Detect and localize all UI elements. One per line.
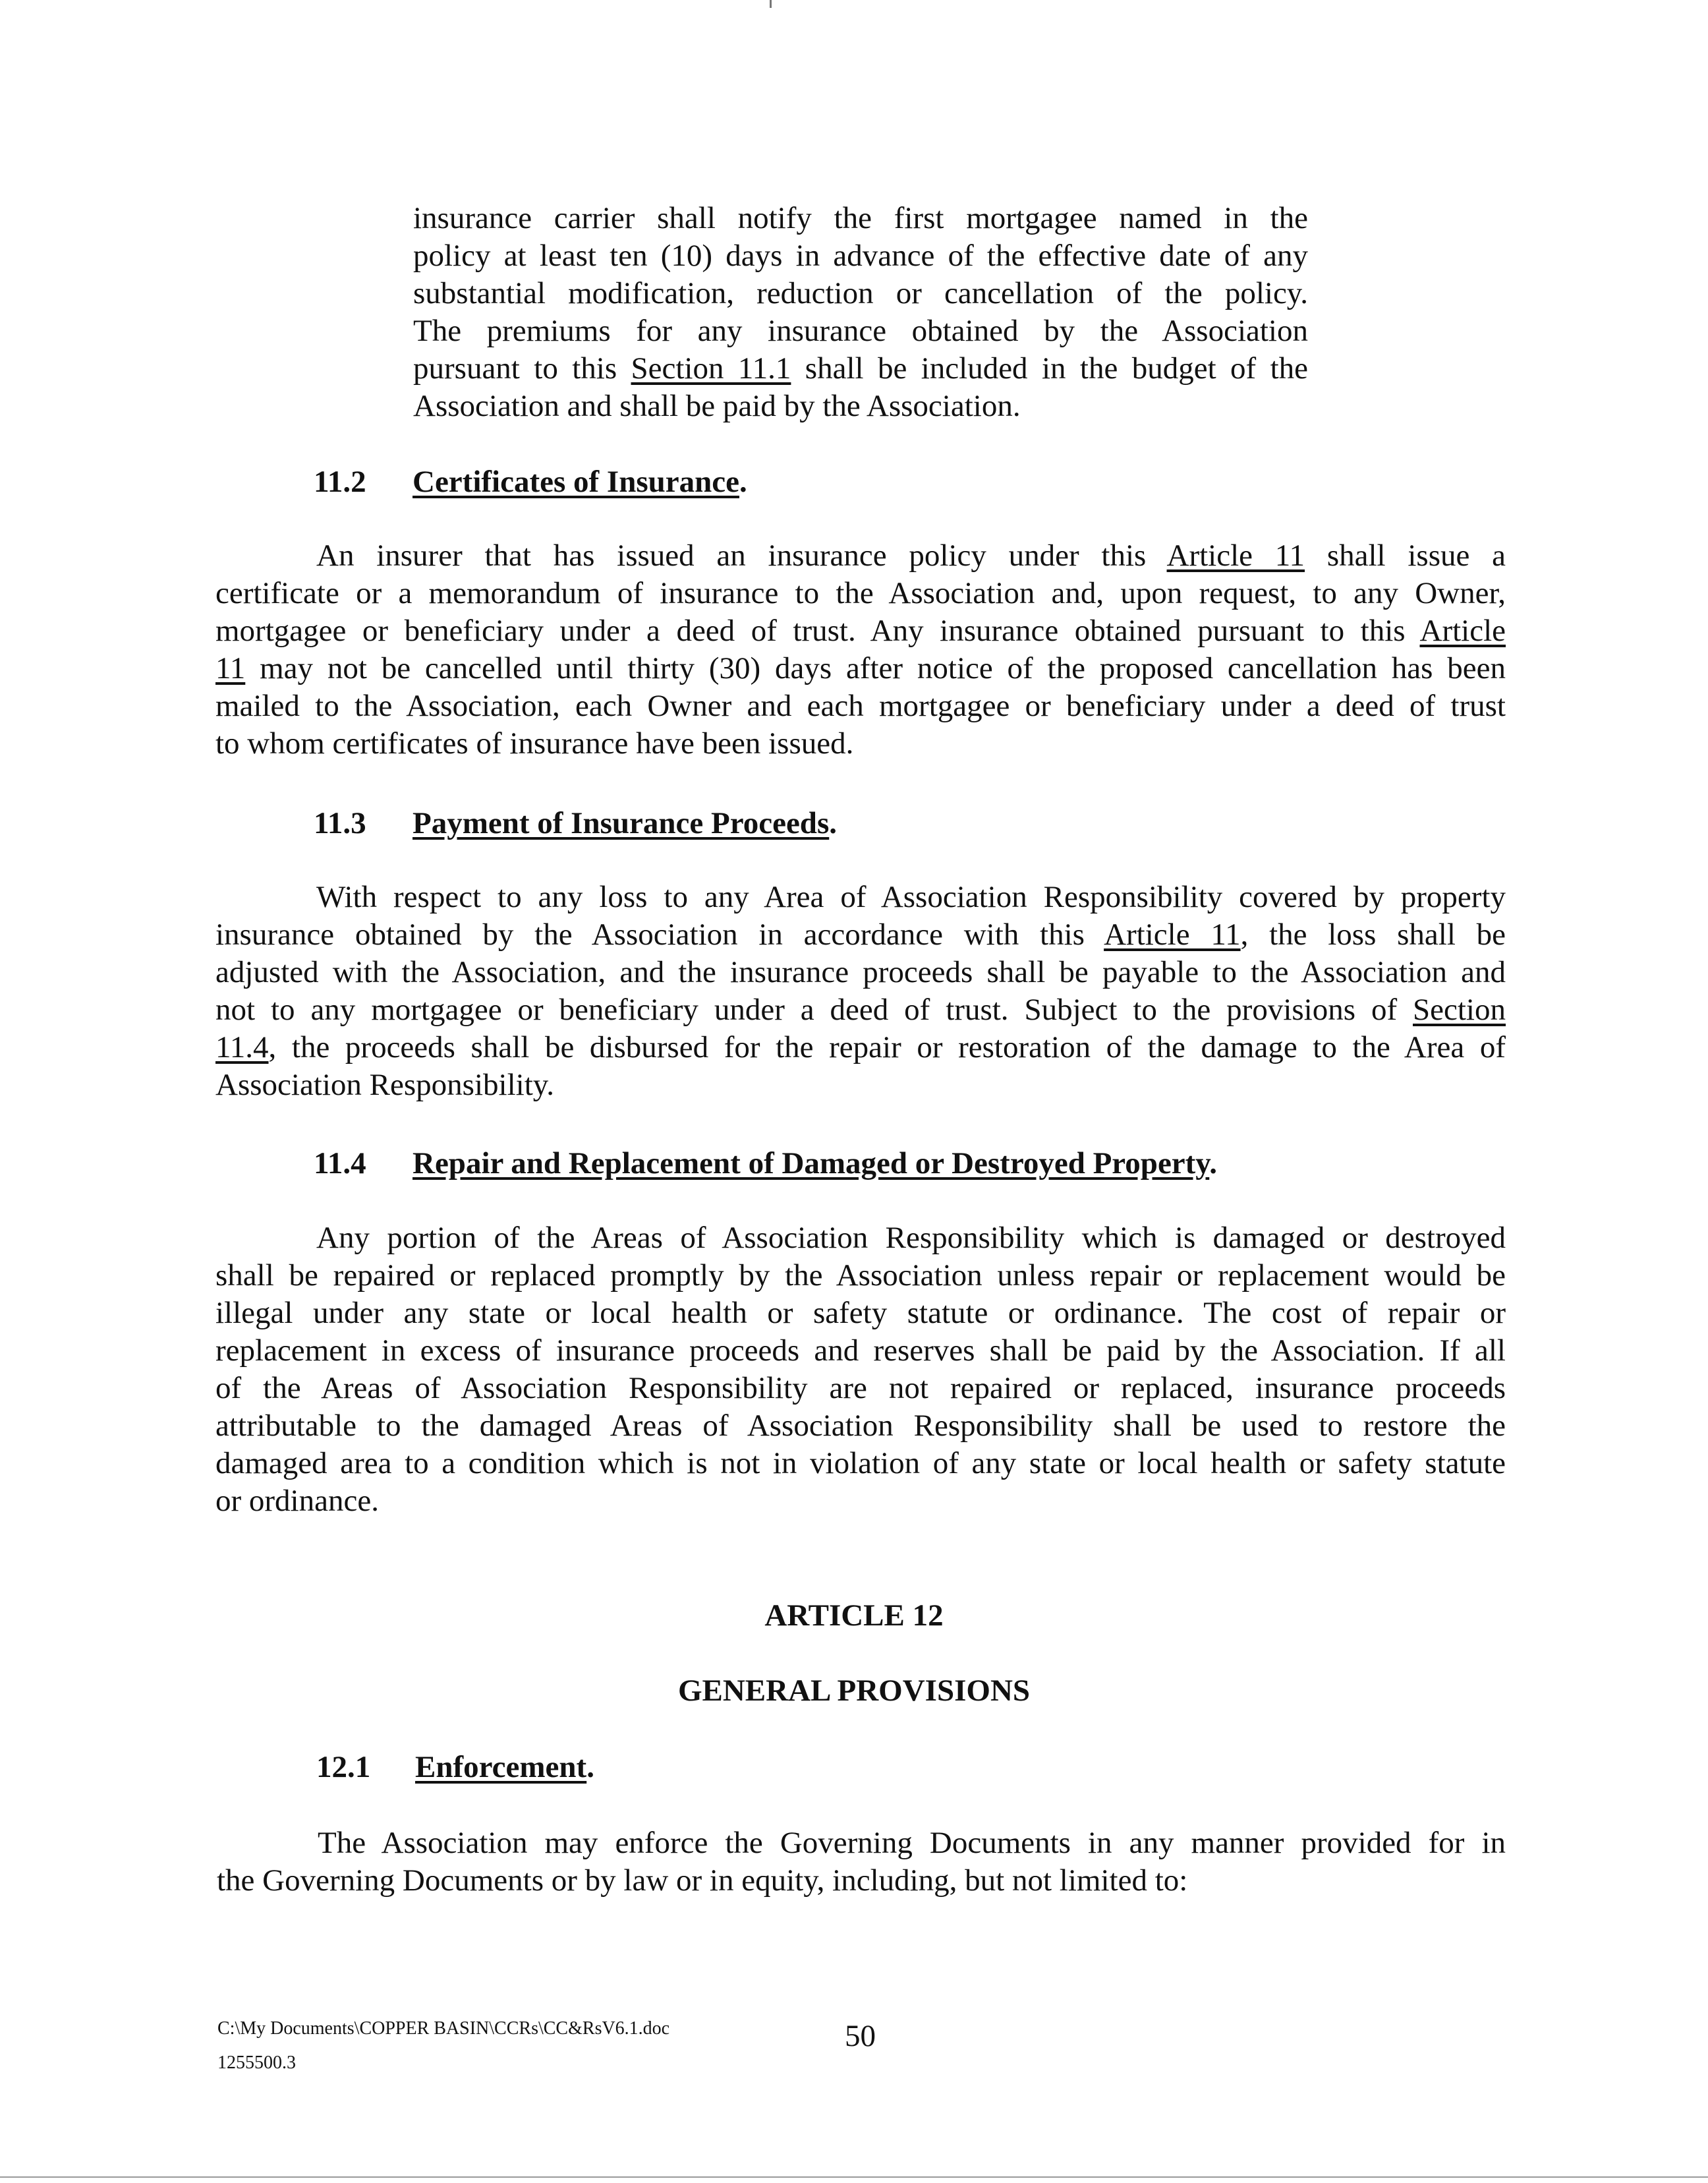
section-heading-11-4: 11.4 Repair and Replacement of Damaged or Destroyed Property. — [314, 1146, 1217, 1180]
section-reference-link: 11.4 — [215, 1030, 269, 1064]
section-reference-link: Section — [1413, 993, 1506, 1027]
footer-file-path: C:\My Documents\COPPER BASIN\CCRs\CC&RsV6.1.doc — [217, 2018, 670, 2039]
text-line: or ordinance. — [215, 1484, 379, 1518]
text-line: not to any mortgagee or beneficiary under a deed of trust. Subject to the provisions of Section — [215, 993, 1506, 1027]
text-line: certificate or a memorandum of insurance to the Association and, upon request, to any Owner, — [215, 576, 1506, 610]
text-line: The premiums for any insurance obtained by the Association — [413, 314, 1308, 348]
article-reference-link: Article 11 — [1104, 917, 1241, 952]
text-line: Association and shall be paid by the Association. — [413, 389, 1021, 423]
text-line: policy at least ten (10) days in advance of the effective date of any — [413, 239, 1308, 273]
text-line: Association Responsibility. — [215, 1068, 554, 1102]
section-reference-link: Section 11.1 — [631, 351, 791, 386]
section-title: Enforcement — [415, 1750, 587, 1784]
section-heading-11-2: 11.2 Certificates of Insurance. — [314, 465, 747, 499]
section-title: Repair and Replacement of Damaged or Destroyed Property — [413, 1146, 1210, 1180]
section-number: 12.1 — [316, 1750, 371, 1784]
text-line: mortgagee or beneficiary under a deed of trust. Any insurance obtained pursuant to this Article — [215, 614, 1506, 648]
text-line: shall be repaired or replaced promptly by the Association unless repair or replacement would be — [215, 1258, 1506, 1293]
text-line: 11.4, the proceeds shall be disbursed for the repair or restoration of the damage to the Area of — [215, 1030, 1506, 1064]
text-line: of the Areas of Association Responsibility are not repaired or replaced, insurance proceeds — [215, 1371, 1506, 1405]
section-11-2-body — [215, 537, 1506, 763]
text-line: Any portion of the Areas of Association Responsibility which is damaged or destroyed — [316, 1221, 1506, 1255]
section-12-1-body — [217, 1824, 1506, 1900]
text-line: insurance carrier shall notify the first mortgagee named in the — [413, 201, 1308, 235]
article-heading: ARTICLE 12 — [764, 1598, 944, 1633]
article-subheading: GENERAL PROVISIONS — [677, 1674, 1031, 1708]
footer-document-id: 1255500.3 — [217, 2052, 296, 2073]
text-line: illegal under any state or local health or safety statute or ordinance. The cost of repair or — [215, 1296, 1506, 1330]
text-line: 11 may not be cancelled until thirty (30) days after notice of the proposed cancellation has been — [215, 651, 1506, 685]
section-heading-11-3: 11.3 Payment of Insurance Proceeds. — [314, 806, 837, 840]
text-line: damaged area to a condition which is not in violation of any state or local health or safety statute — [215, 1446, 1506, 1480]
section-11-3-body — [215, 879, 1506, 1104]
top-paragraph — [413, 200, 1308, 425]
article-reference-link: Article 11 — [1166, 538, 1305, 573]
text-line: insurance obtained by the Association in accordance with this Article 11, the loss shall be — [215, 917, 1506, 952]
section-number: 11.2 — [314, 465, 366, 499]
section-number: 11.3 — [314, 806, 366, 840]
section-title: Payment of Insurance Proceeds — [413, 806, 830, 840]
text-line: adjusted with the Association, and the insurance proceeds shall be payable to the Association and — [215, 955, 1506, 989]
section-heading-12-1: 12.1 Enforcement. — [316, 1750, 594, 1784]
text-line: The Association may enforce the Governing Documents in any manner provided for in — [318, 1826, 1506, 1860]
section-title: Certificates of Insurance — [413, 465, 739, 499]
text-line: to whom certificates of insurance have been issued. — [215, 726, 854, 761]
text-line: replacement in excess of insurance proceeds and reserves shall be paid by the Association. If all — [215, 1333, 1506, 1368]
text-line: the Governing Documents or by law or in equity, including, but not limited to: — [217, 1863, 1188, 1898]
scan-artifact — [770, 0, 772, 8]
article-reference-link: Article — [1419, 614, 1506, 648]
text-line: mailed to the Association, each Owner and each mortgagee or beneficiary under a deed of trust — [215, 689, 1506, 723]
article-reference-link: 11 — [215, 651, 246, 685]
text-line: pursuant to this Section 11.1 shall be included in the budget of the — [413, 351, 1309, 386]
page-number: 50 — [845, 2019, 876, 2053]
text-line: With respect to any loss to any Area of Association Responsibility covered by property — [316, 880, 1506, 914]
text-line: substantial modification, reduction or cancellation of the policy. — [413, 276, 1308, 310]
text-line: An insurer that has issued an insurance policy under this Article 11 shall issue a — [316, 538, 1506, 573]
bottom-divider — [0, 2176, 1708, 2178]
text-line: attributable to the damaged Areas of Association Responsibility shall be used to restore the — [215, 1409, 1506, 1443]
section-number: 11.4 — [314, 1146, 366, 1180]
section-11-4-body — [215, 1219, 1506, 1520]
